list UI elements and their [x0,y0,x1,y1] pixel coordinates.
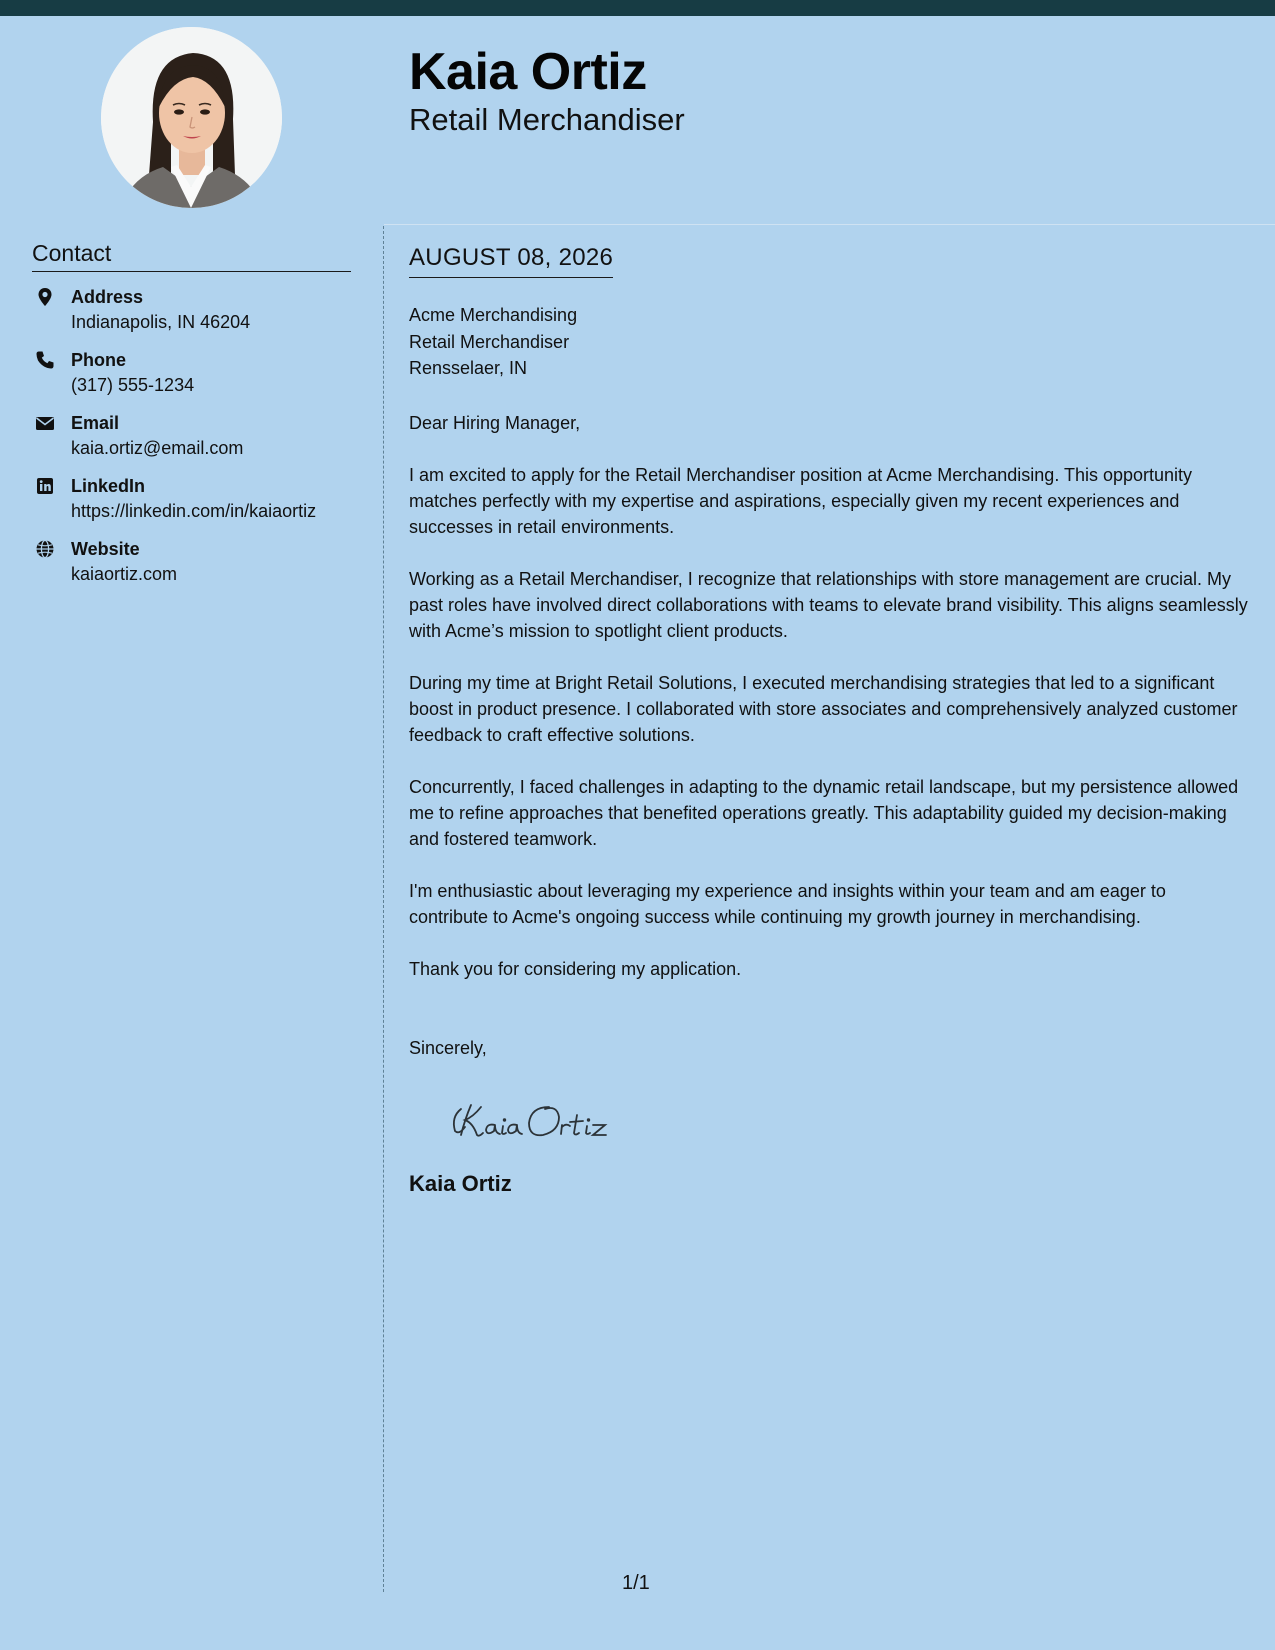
handwritten-signature [449,1087,1249,1147]
contact-label: LinkedIn [71,476,146,496]
letter-date: AUGUST 08, 2026 [409,244,613,278]
applicant-name: Kaia Ortiz [409,43,647,101]
letter-body [409,302,1249,1197]
page-number: 1/1 [622,1572,650,1594]
website-link[interactable]: kaiaortiz.com [71,564,178,584]
letter-paragraph: Thank you for considering my application. [409,958,742,979]
contact-label: Phone [71,350,127,370]
recipient-company: Acme Merchandising [409,305,578,325]
linkedin-link[interactable]: https://linkedin.com/in/kaiaortiz [71,501,317,521]
recipient-location: Rensselaer, IN [409,358,528,378]
email-link[interactable]: kaia.ortiz@email.com [71,438,244,458]
contact-label: Address [71,287,144,307]
contact-item-phone [32,347,362,410]
globe-icon [35,539,55,559]
contact-heading: Contact [32,240,351,272]
map-pin-icon [35,287,55,307]
top-accent-bar [0,0,1275,16]
phone-icon [35,350,55,370]
contact-item-website [32,536,362,599]
letter-paragraph: I am excited to apply for the Retail Merchandiser position at Acme Merchandising. This opportunity matches perfectly with my expertise and aspirations, especially given my recent experiences and successes in retail environments. [409,464,1193,537]
contact-item-address [32,284,362,347]
contact-value: (317) 555-1234 [71,375,195,395]
column-divider [383,226,384,1592]
salutation: Dear Hiring Manager, [409,412,581,433]
recipient-position: Retail Merchandiser [409,331,570,352]
contact-label: Website [71,539,140,559]
signer-name: Kaia Ortiz [409,1170,512,1196]
contact-label: Email [71,413,120,433]
contact-list [32,284,362,599]
profile-photo [101,27,282,208]
contact-item-linkedin [32,473,362,536]
letter-paragraph: I'm enthusiastic about leveraging my experience and insights within your team and am eager to contribute to Acme's ongoing success while continuing my growth journey in merchandising. [409,880,1166,927]
letter-paragraph: Working as a Retail Merchandiser, I recognize that relationships with store management are crucial. My past roles have involved direct collaborations with teams to elevate brand visibility. This aligns seamlessly with Acme’s mission to spotlight client products. [409,568,1248,641]
letter-paragraph: Concurrently, I faced challenges in adapting to the dynamic retail landscape, but my persistence allowed me to refine approaches that benefited operations greatly. This adaptability guided my decision-making and fostered teamwork. [409,776,1239,849]
header-divider [384,224,1275,225]
applicant-title: Retail Merchandiser [409,102,685,137]
envelope-icon [35,413,55,433]
contact-value: Indianapolis, IN 46204 [71,312,251,332]
letter-paragraph: During my time at Bright Retail Solutions, I executed merchandising strategies that led to a significant boost in product presence. I collaborated with store associates and comprehensively analyzed customer feedback to craft effective solutions. [409,672,1238,745]
contact-item-email [32,410,362,473]
linkedin-icon [35,476,55,496]
closing: Sincerely, [409,1037,487,1058]
recipient-block [409,302,1249,382]
